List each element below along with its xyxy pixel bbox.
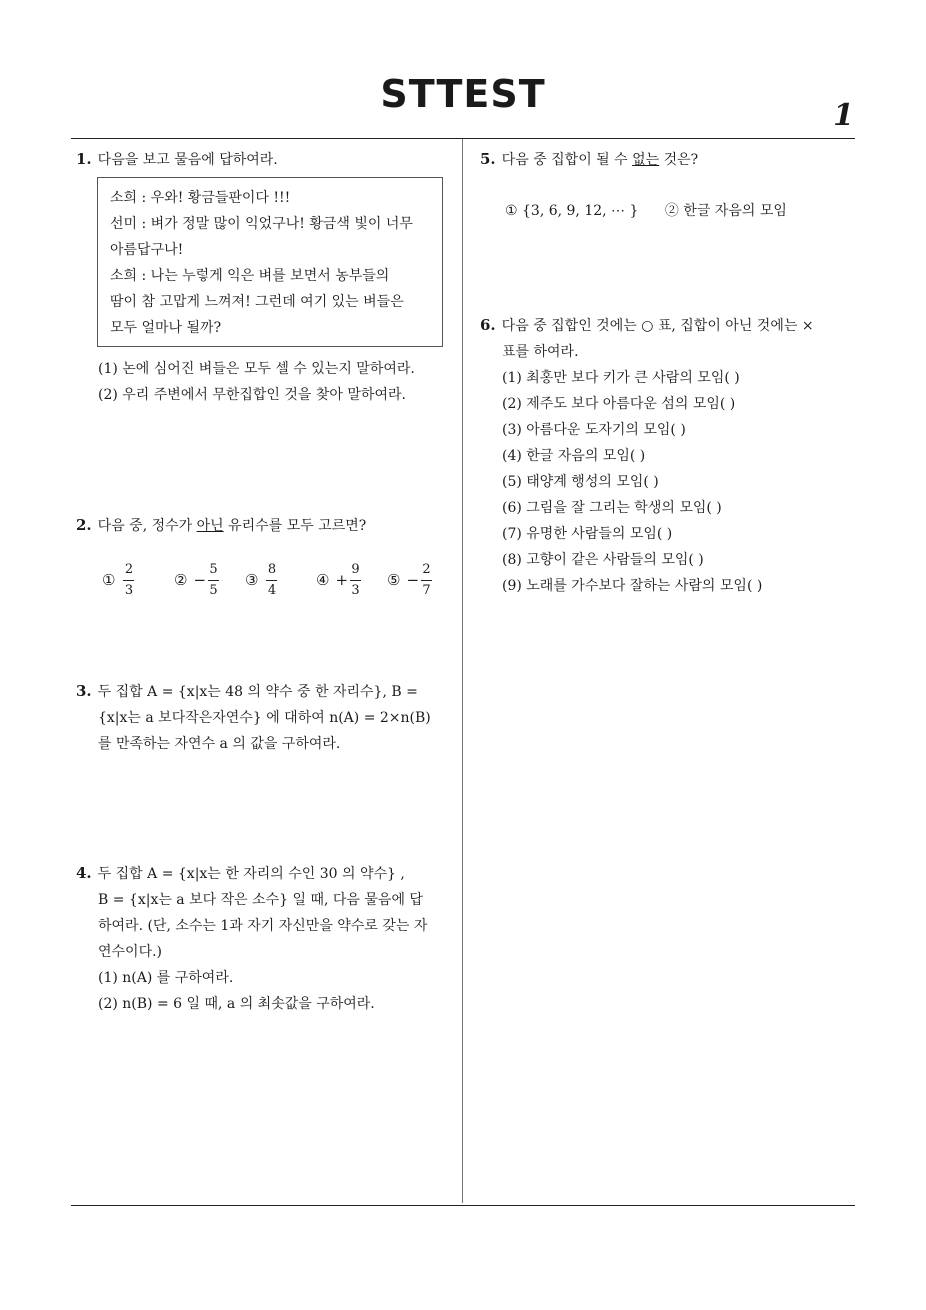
- answer-choices: [102, 558, 452, 602]
- dialog-line: 소희 : 우와! 황금들판이다 !!!: [110, 190, 291, 206]
- question-1: [76, 146, 456, 173]
- choice-2: [174, 558, 219, 602]
- fraction: [266, 563, 277, 598]
- dialog-line: 모두 얼마나 될까?: [110, 320, 222, 336]
- question-text: 것은?: [659, 152, 699, 168]
- question-4: [76, 860, 458, 1017]
- question-1-subquestions: [76, 356, 456, 408]
- column-divider: [462, 139, 463, 1203]
- question-text: {x|x는 a 보다작은자연수} 에 대하여 n(A) = 2×n(B): [98, 710, 431, 726]
- fraction-bar: [350, 580, 361, 581]
- subquestion: (2) 우리 주변에서 무한집합인 것을 찾아 말하여라.: [98, 387, 406, 403]
- question-text: 다음 중, 정수가: [97, 518, 197, 534]
- choice-2: ② 한글 자음의 모임: [664, 203, 787, 219]
- page-title: STTEST: [380, 72, 546, 116]
- subquestion: (2) n(B) = 6 일 때, a 의 최솟값을 구하여라.: [98, 996, 375, 1012]
- question-text: 두 집합 A = {x|x는 48 의 약수 중 한 자리수}, B =: [97, 684, 418, 700]
- choice-marker: ③: [245, 571, 259, 589]
- fraction-bar: [266, 580, 277, 581]
- question-number: 1.: [76, 150, 92, 168]
- choice-1: ① {3, 6, 9, 12, ⋯ }: [505, 203, 639, 219]
- question-1-header: [76, 146, 456, 173]
- list-item: (7) 유명한 사람들의 모임( ): [502, 526, 673, 542]
- fraction: [123, 563, 134, 598]
- fraction: [350, 563, 361, 598]
- denominator: 3: [351, 582, 360, 598]
- choice-4: [316, 558, 361, 602]
- header-rule: [71, 138, 855, 139]
- choice-3: [245, 558, 277, 602]
- choice-marker: ②: [174, 571, 188, 589]
- fraction: [208, 563, 219, 598]
- list-item: (8) 고향이 같은 사람들의 모임( ): [502, 552, 704, 568]
- dialog-box: [97, 177, 443, 347]
- underlined-word: 없는: [632, 152, 660, 168]
- question-text: 표를 하여라.: [502, 344, 579, 360]
- choice-marker: ①: [102, 571, 116, 589]
- list-item: (5) 태양계 행성의 모임( ): [502, 474, 659, 490]
- question-text: 두 집합 A = {x|x는 한 자리의 수인 30 의 약수} ,: [97, 866, 405, 882]
- question-number: 5.: [480, 150, 496, 168]
- question-text: 하여라. (단, 소수는 1과 자기 자신만을 약수로 갖는 자: [98, 918, 428, 934]
- question-text: 연수이다.): [98, 944, 163, 960]
- question-5-choices: [505, 200, 787, 222]
- question-6-header: [480, 312, 860, 339]
- underlined-word: 아닌: [196, 518, 224, 534]
- subquestion: (1) n(A) 를 구하여라.: [98, 970, 234, 986]
- fraction-bar: [421, 580, 432, 581]
- fraction: [421, 563, 432, 598]
- question-5-header: [480, 146, 860, 173]
- choice-sign: −: [193, 571, 207, 589]
- page-number: 1: [833, 98, 854, 133]
- denominator: 7: [422, 582, 431, 598]
- numerator: 5: [209, 561, 218, 577]
- numerator: 2: [422, 561, 431, 577]
- numerator: 2: [124, 561, 134, 577]
- list-item: (9) 노래를 가수보다 잘하는 사람의 모임( ): [502, 578, 763, 594]
- choice-sign: +: [335, 571, 349, 589]
- choice-sign: −: [406, 571, 420, 589]
- question-3-header: [76, 678, 458, 705]
- choice-1: [102, 558, 134, 602]
- question-5: [480, 146, 860, 173]
- choice-marker: ④: [316, 571, 330, 589]
- choice-marker: ⑤: [387, 571, 401, 589]
- question-text: 유리수를 모두 고르면?: [223, 518, 367, 534]
- list-item: (1) 최홍만 보다 키가 큰 사람의 모임( ): [502, 370, 740, 386]
- list-item: (2) 제주도 보다 아름다운 섬의 모임( ): [502, 396, 736, 412]
- question-text: 를 만족하는 자연수 a 의 값을 구하여라.: [98, 736, 341, 752]
- numerator: 9: [351, 561, 360, 577]
- question-text: B = {x|x는 a 보다 작은 소수} 일 때, 다음 물음에 답: [98, 892, 423, 908]
- question-number: 3.: [76, 682, 92, 700]
- list-item: (6) 그림을 잘 그리는 학생의 모임( ): [502, 500, 722, 516]
- denominator: 5: [209, 582, 218, 598]
- question-3: [76, 678, 458, 757]
- subquestion: (1) 논에 심어진 벼들은 모두 셀 수 있는지 말하여라.: [98, 361, 415, 377]
- question-6: [480, 312, 860, 599]
- question-2-header: [76, 512, 456, 539]
- question-text: 다음 중 집합인 것에는 ○ 표, 집합이 아닌 것에는 ×: [501, 318, 814, 334]
- question-number: 4.: [76, 864, 92, 882]
- question-2: [76, 512, 456, 539]
- question-number: 2.: [76, 516, 92, 534]
- list-item: (3) 아름다운 도자기의 모임( ): [502, 422, 686, 438]
- dialog-line: 소희 : 나는 누렇게 익은 벼를 보면서 농부들의: [110, 268, 390, 284]
- numerator: 8: [267, 561, 277, 577]
- denominator: 3: [124, 582, 134, 598]
- list-item: (4) 한글 자음의 모임( ): [502, 448, 646, 464]
- fraction-bar: [208, 580, 219, 581]
- dialog-line: 땀이 참 고맙게 느껴져! 그런데 여기 있는 벼들은: [110, 294, 404, 310]
- fraction-bar: [123, 580, 134, 581]
- question-text: 다음을 보고 물음에 답하여라.: [97, 152, 278, 168]
- question-number: 6.: [480, 316, 496, 334]
- question-text: 다음 중 집합이 될 수: [501, 152, 633, 168]
- footer-rule: [71, 1205, 855, 1206]
- denominator: 4: [267, 582, 277, 598]
- choice-5: [387, 558, 432, 602]
- dialog-line: 아름답구나!: [110, 242, 184, 258]
- question-4-header: [76, 860, 458, 887]
- dialog-line: 선미 : 벼가 정말 많이 익었구나! 황금색 빛이 너무: [110, 216, 413, 232]
